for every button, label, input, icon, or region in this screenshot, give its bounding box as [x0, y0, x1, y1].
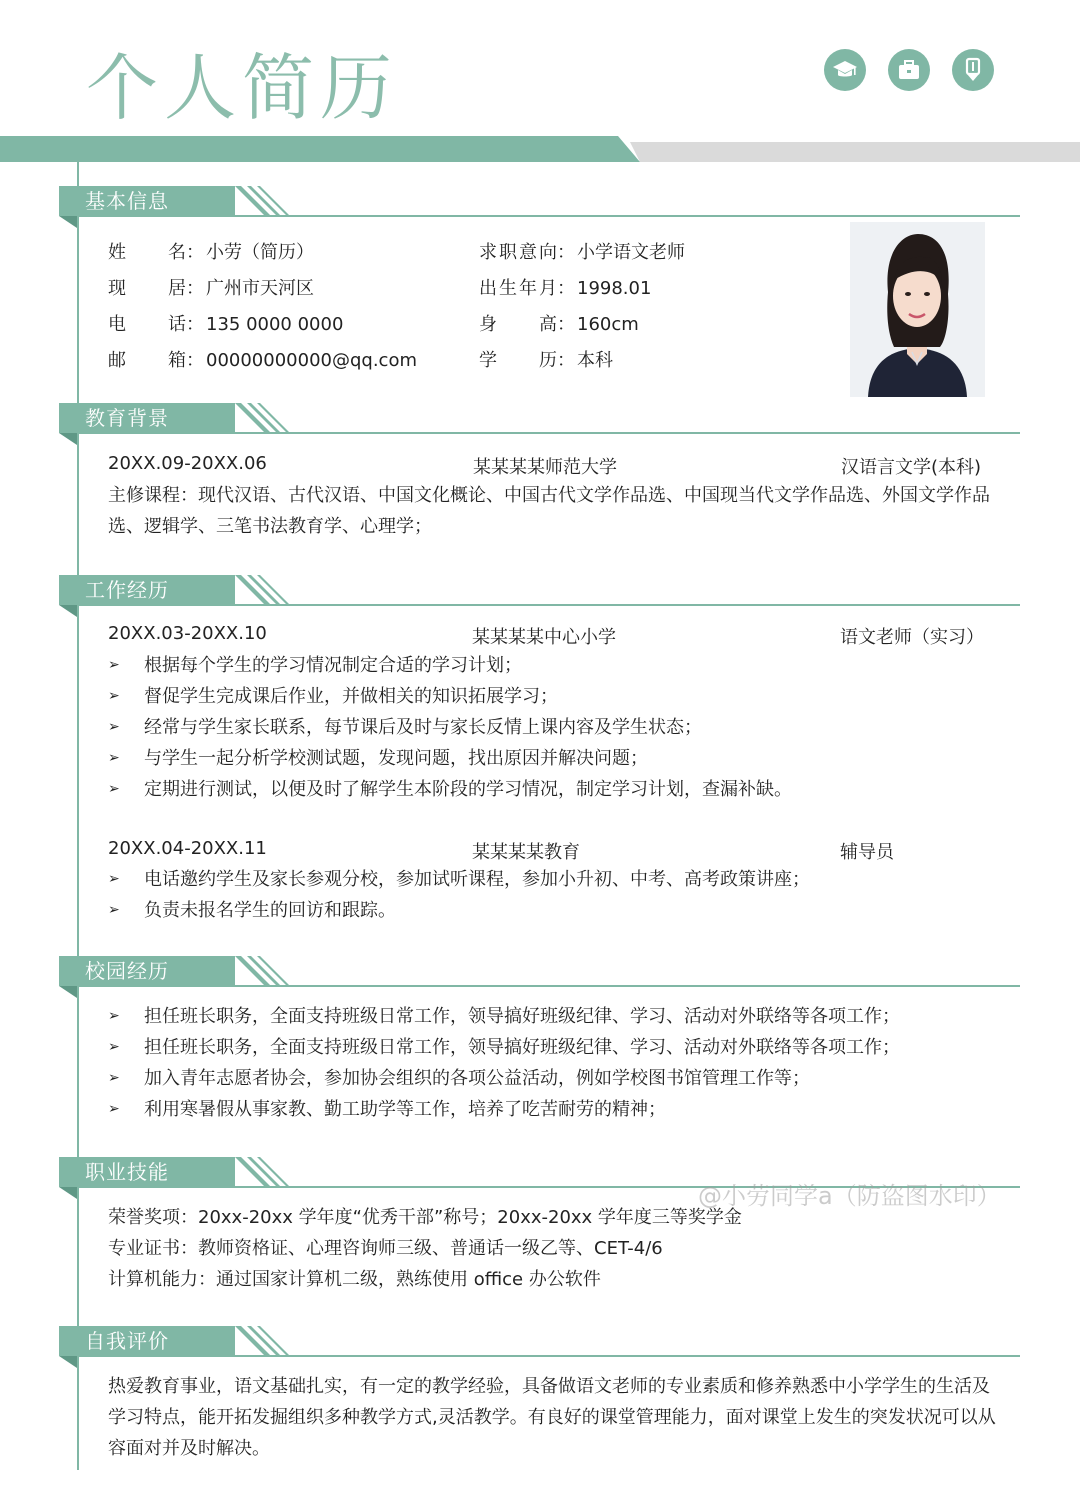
arrow-bullet-icon: ➢ — [108, 781, 120, 797]
stripes-decoration — [235, 956, 295, 986]
skills-list — [108, 1202, 1000, 1295]
job-duty-list — [108, 864, 810, 926]
skill-certificates: 专业证书：教师资格证、心理咨询师三级、普通话一级乙等、CET-4/6 — [108, 1238, 663, 1259]
info-birth: 出生年月： 1998.01 — [479, 278, 652, 299]
arrow-bullet-icon: ➢ — [108, 902, 120, 918]
graduation-cap-icon — [824, 49, 866, 91]
job-role: 语文老师（实习） — [840, 627, 984, 648]
section-header-basic — [59, 186, 1020, 216]
job-org: 某某某某中心小学 — [472, 627, 616, 648]
stripes-decoration — [235, 1157, 295, 1187]
section-title: 校园经历 — [59, 956, 235, 986]
stripes-decoration — [235, 186, 295, 216]
header-accent-bar — [0, 136, 640, 162]
section-header-education — [59, 403, 1020, 433]
stripes-decoration — [235, 1326, 295, 1356]
arrow-bullet-icon: ➢ — [108, 1008, 120, 1024]
section-rule — [77, 604, 1020, 606]
section-title: 工作经历 — [59, 575, 235, 605]
list-item: ➢ 根据每个学生的学习情况制定合适的学习计划； — [108, 650, 792, 681]
briefcase-icon — [888, 49, 930, 91]
info-residence: 现 居： 广州市天河区 — [108, 278, 314, 299]
section-title: 教育背景 — [59, 403, 235, 433]
section-notch — [59, 605, 77, 617]
list-item: ➢ 与学生一起分析学校测试题，发现问题，找出原因并解决问题； — [108, 743, 792, 774]
stripes-decoration — [235, 575, 295, 605]
section-title: 职业技能 — [59, 1157, 235, 1187]
job-date: 20XX.03-20XX.10 — [108, 623, 267, 644]
education-major: 汉语言文学(本科) — [841, 457, 982, 478]
job-row — [108, 623, 1000, 647]
section-header-work — [59, 575, 1020, 605]
arrow-bullet-icon: ➢ — [108, 657, 120, 673]
info-email: 邮 箱： 00000000000@qq.com — [108, 350, 417, 371]
list-item: ➢ 电话邀约学生及家长参观分校，参加试听课程，参加小升初、中考、高考政策讲座； — [108, 864, 810, 895]
info-degree: 学 历： 本科 — [479, 350, 613, 371]
self-evaluation: 热爱教育事业，语文基础扎实，有一定的教学经验，具备做语文老师的专业素质和修养熟悉中小学学生的生活及学习特点，能开拓发掘组织多种教学方式,灵活教学。有良好的课堂管理能力，面对课堂上发生的突发状况可以从容面对并及时解决。 — [108, 1376, 996, 1459]
arrow-bullet-icon: ➢ — [108, 688, 120, 704]
arrow-bullet-icon: ➢ — [108, 1070, 120, 1086]
section-notch — [59, 433, 77, 445]
education-row — [108, 453, 1000, 477]
list-item: ➢ 督促学生完成课后作业，并做相关的知识拓展学习； — [108, 681, 792, 712]
section-header-campus — [59, 956, 1020, 986]
education-courses: 主修课程：现代汉语、古代汉语、中国文化概论、中国古代文学作品选、中国现当代文学作品选、外国文学作品选、逻辑学、三笔书法教育学、心理学； — [108, 485, 990, 537]
skill-computer: 计算机能力：通过国家计算机二级，熟练使用 office 办公软件 — [108, 1269, 601, 1290]
section-title: 自我评价 — [59, 1326, 235, 1356]
section-rule — [77, 985, 1020, 987]
info-phone: 电 话： 135 0000 0000 — [108, 314, 344, 335]
list-item: ➢ 加入青年志愿者协会，参加协会组织的各项公益活动，例如学校图书馆管理工作等； — [108, 1063, 900, 1094]
section-rule — [77, 215, 1020, 217]
info-job-intent: 求职意向： 小学语文老师 — [479, 242, 685, 263]
job-date: 20XX.04-20XX.11 — [108, 838, 267, 859]
section-header-self — [59, 1326, 1020, 1356]
job-role: 辅导员 — [840, 842, 894, 863]
education-date: 20XX.09-20XX.06 — [108, 453, 267, 474]
arrow-bullet-icon: ➢ — [108, 1101, 120, 1117]
job-duty-list — [108, 650, 792, 805]
list-item: ➢ 经常与学生家长联系，每节课后及时与家长反情上课内容及学生状态； — [108, 712, 792, 743]
section-title: 基本信息 — [59, 186, 235, 216]
section-notch — [59, 216, 77, 228]
info-height: 身 高： 160cm — [479, 314, 639, 335]
header-gray-bar — [630, 142, 1080, 162]
arrow-bullet-icon: ➢ — [108, 750, 120, 766]
campus-list — [108, 1001, 900, 1125]
section-notch — [59, 1187, 77, 1199]
arrow-bullet-icon: ➢ — [108, 871, 120, 887]
section-rule — [77, 432, 1020, 434]
job-row — [108, 838, 1000, 862]
list-item: ➢ 利用寒暑假从事家教、勤工助学等工作，培养了吃苦耐劳的精神； — [108, 1094, 900, 1125]
timeline-spine — [77, 162, 79, 1470]
section-notch — [59, 986, 77, 998]
education-school: 某某某某师范大学 — [473, 457, 617, 478]
list-item: ➢ 担任班长职务，全面支持班级日常工作，领导搞好班级纪律、学习、活动对外联络等各项工作； — [108, 1032, 900, 1063]
list-item: ➢ 定期进行测试，以便及时了解学生本阶段的学习情况，制定学习计划，查漏补缺。 — [108, 774, 792, 805]
skill-honors: 荣誉奖项：20xx-20xx 学年度“优秀干部”称号；20xx-20xx 学年度三等奖学金 — [108, 1207, 742, 1228]
section-rule — [77, 1355, 1020, 1357]
stripes-decoration — [235, 403, 295, 433]
header-icon-group — [824, 49, 994, 91]
arrow-bullet-icon: ➢ — [108, 1039, 120, 1055]
pencil-icon — [952, 49, 994, 91]
page-title: 个人简历 — [86, 46, 399, 130]
job-org: 某某某某教育 — [472, 842, 580, 863]
info-name: 姓 名： 小劳（简历） — [108, 242, 314, 263]
arrow-bullet-icon: ➢ — [108, 719, 120, 735]
list-item: ➢ 负责未报名学生的回访和跟踪。 — [108, 895, 810, 926]
watermark: @小劳同学a（防盗图水印） — [698, 1182, 1001, 1210]
list-item: ➢ 担任班长职务，全面支持班级日常工作，领导搞好班级纪律、学习、活动对外联络等各项工作； — [108, 1001, 900, 1032]
section-notch — [59, 1356, 77, 1368]
portrait-photo — [850, 222, 985, 397]
